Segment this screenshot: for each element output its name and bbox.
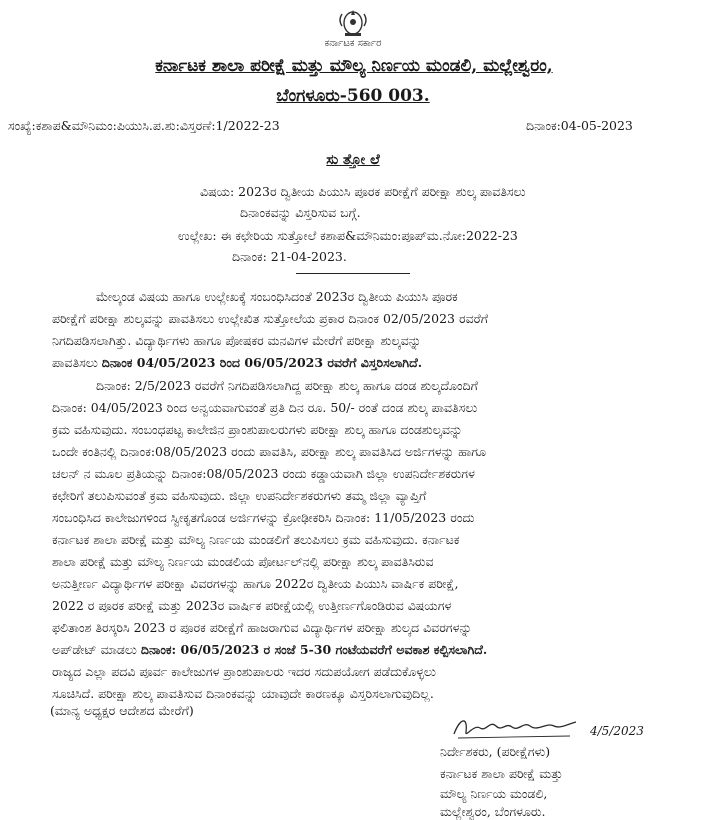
para2-line: ದಿನಾಂಕ: 2/5/2023 ರವರೆಗೆ ನಿಗದಿಪಡಿಸಲಾಗಿದ್ದ ಪರೀಕ್ಷಾ ಶುಲ್ಕ ಹಾಗೂ ದಂಡ ಶುಲ್ಕದೊಂದಿಗೆ	[96, 378, 478, 393]
para2-line	[52, 639, 658, 661]
karnataka-emblem-icon	[336, 6, 370, 38]
divider	[296, 273, 410, 274]
office-line3: ಮಲ್ಲೇಶ್ವರಂ, ಬೆಂಗಳೂರು.	[440, 804, 546, 819]
board-name-line1: ಕರ್ನಾಟಕ ಶಾಲಾ ಪರೀಕ್ಷೆ ಮತ್ತು ಮೌಲ್ಯ ನಿರ್ಣಯ ಮಂಡಲಿ, ಮಲ್ಲೇಶ್ವರಂ,	[155, 56, 553, 76]
para2-line: ಸೂಚಿಸಿದೆ. ಪರೀಕ್ಷಾ ಶುಲ್ಕ ಪಾವತಿಸುವ ದಿನಾಂಕವನ್ನು ಯಾವುದೇ ಕಾರಣಕ್ಕೂ ವಿಸ್ತರಿಸಲಾಗುವುದಿಲ್ಲ.	[52, 686, 434, 701]
designation: ನಿರ್ದೇಶಕರು, (ಪರೀಕ್ಷೆಗಳು)	[440, 744, 551, 759]
para2-line: ಚಲನ್ ನ ಮೂಲ ಪ್ರತಿಯನ್ನು ದಿನಾಂಕ:08/05/2023 ರಂದು ಕಡ್ಡಾಯವಾಗಿ ಜಿಲ್ಲಾ ಉಪನಿರ್ದೇಶಕರುಗಳ	[52, 466, 475, 481]
para2-line: 2022 ರ ಪೂರಕ ಪರೀಕ್ಷೆ ಮತ್ತು 2023ರ ವಾರ್ಷಿಕ ಪರೀಕ್ಷೆಯಲ್ಲಿ ಉತ್ತೀರ್ಣಗೊಂಡಿರುವ ವಿಷಯಗಳ	[52, 598, 452, 613]
extended-dates: ದಿನಾಂಕ 04/05/2023 ರಿಂದ 06/05/2023 ರವರೆಗೆ ವಿಸ್ತರಿಸಲಾಗಿದೆ.	[101, 355, 423, 370]
para2-line: ರಾಜ್ಯದ ಎಲ್ಲಾ ಪದವಿ ಪೂರ್ವ ಕಾಲೇಜುಗಳ ಪ್ರಾಂಶುಪಾಲರು ಇದರ ಸದುಪಯೋಗ ಪಡೆದುಕೊಳ್ಳಲು	[52, 664, 436, 679]
para2-line: ಫಲಿತಾಂಶ ತಿರಸ್ಕರಿಸಿ 2023 ರ ಪೂರಕ ಪರೀಕ್ಷೆಗೆ ಹಾಜರಾಗುವ ವಿದ್ಯಾರ್ಥಿಗಳ ಪರೀಕ್ಷಾ ಶುಲ್ಕದ ವಿವರಗಳನ್ನು	[52, 620, 472, 635]
subject-line1: ವಿಷಯ: 2023ರ ದ್ವಿತೀಯ ಪಿಯುಸಿ ಪೂರಕ ಪರೀಕ್ಷೆಗೆ ಪರೀಕ್ಷಾ ಶುಲ್ಕ ಪಾವತಿಸಲು	[200, 184, 526, 199]
body-paragraph-2	[52, 375, 658, 705]
para2-line: ಸಂಬಂಧಿಸಿದ ಕಾಲೇಜುಗಳಿಂದ ಸ್ವೀಕೃತಗೊಂಡ ಅರ್ಜಿಗಳನ್ನು ಕ್ರೋಢೀಕರಿಸಿ ದಿನಾಂಕ: 11/05/2023 ರಂದು	[52, 510, 475, 525]
reference-line2: ದಿನಾಂಕ: 21-04-2023.	[232, 249, 347, 264]
government-label: ಕರ್ನಾಟಕ ಸರ್ಕಾರ	[324, 38, 382, 49]
para2-line: ಒಂದೇ ಕಂತಿನಲ್ಲಿ ದಿನಾಂಕ:08/05/2023 ರಂದು ಪಾವತಿಸಿ, ಪರೀಕ್ಷಾ ಶುಲ್ಕ ಪಾವತಿಸಿದ ಅರ್ಜಿಗಳನ್ನು ಹಾಗೂ	[52, 444, 486, 459]
para2-line: ದಿನಾಂಕ: 04/05/2023 ರಿಂದ ಅನ್ವಯವಾಗುವಂತೆ ಪ್ರತಿ ದಿನ ರೂ. 50/- ರಂತೆ ದಂಡ ಶುಲ್ಕ ಪಾವತಿಸಲು	[52, 400, 478, 415]
para2-line: ಕ್ರಮ ವಹಿಸುವುದು. ಸಂಬಂಧಪಟ್ಟ ಕಾಲೇಜಿನ ಪ್ರಾಂಶುಪಾಲರುಗಳು ಪರೀಕ್ಷಾ ಶುಲ್ಕ ಹಾಗೂ ದಂಡಶುಲ್ಕವನ್ನು	[52, 422, 463, 437]
para1-line	[52, 352, 658, 374]
signature-date: 4/5/2023	[590, 724, 644, 738]
para1-line: ಪರೀಕ್ಷೆಗೆ ಪರೀಕ್ಷಾ ಶುಲ್ಕವನ್ನು ಪಾವತಿಸಲು ಉಲ್ಲೇಖಿತ ಸುತ್ತೋಲೆಯ ಪ್ರಕಾರ ದಿನಾಂಕ 02/05/2023 ರವರೆಗೆ	[52, 311, 488, 326]
handwritten-signature-icon	[450, 712, 580, 742]
para1-line: ಮೇಲ್ಕಂಡ ವಿಷಯ ಹಾಗೂ ಉಲ್ಲೇಖಕ್ಕೆ ಸಂಬಂಧಿಸಿದಂತೆ 2023ರ ದ್ವಿತೀಯ ಪಿಯುಸಿ ಪೂರಕ	[96, 289, 458, 304]
update-deadline: ದಿನಾಂಕ: 06/05/2023 ರ ಸಂಜೆ 5-30 ಗಂಟೆಯವರೆಗೆ ಅವಕಾಶ ಕಲ್ಪಿಸಲಾಗಿದೆ.	[140, 642, 488, 657]
circular-title: ಸು ತ್ತೋ ಲೆ	[326, 152, 380, 168]
para2-line: ಕರ್ನಾಟಕ ಶಾಲಾ ಪರೀಕ್ಷೆ ಮತ್ತು ಮೌಲ್ಯ ನಿರ್ಣಯ ಮಂಡಲಿಗೆ ತಲುಪಿಸಲು ಕ್ರಮ ವಹಿಸುವುದು. ಕರ್ನಾಟಕ	[52, 532, 460, 547]
para2-text: ಅಪ್‌ಡೇಟ್ ಮಾಡಲು	[52, 642, 141, 657]
by-order-note: (ಮಾನ್ಯ ಅಧ್ಯಕ್ಷರ ಆದೇಶದ ಮೇರೆಗೆ)	[50, 703, 194, 718]
issue-date: ದಿನಾಂಕ:04-05-2023	[526, 118, 633, 133]
body-paragraph-1	[52, 286, 658, 374]
para2-line: ಕಛೇರಿಗೆ ತಲುಪಿಸುವಂತೆ ಕ್ರಮ ವಹಿಸುವುದು. ಜಿಲ್ಲಾ ಉಪನಿರ್ದೇಶಕರುಗಳು ತಮ್ಮ ಜಿಲ್ಲಾ ವ್ಯಾಪ್ತಿಗೆ	[52, 488, 427, 503]
reference-line1: ಉಲ್ಲೇಖ: ಈ ಕಛೇರಿಯ ಸುತ್ತೋಲೆ ಕಶಾಪ&ಮೌನಿಮಂ:ಪೂಪ್‌ಮ.ನೋ:2022-23	[178, 228, 518, 243]
subject-line2: ದಿನಾಂಕವನ್ನು ವಿಸ್ತರಿಸುವ ಬಗ್ಗೆ.	[240, 205, 361, 220]
board-name-line2: ಬೆಂಗಳೂರು-560 003.	[276, 86, 430, 106]
para1-line: ನಿಗದಿಪಡಿಸಲಾಗಿತ್ತು. ವಿದ್ಯಾರ್ಥಿಗಳು ಹಾಗೂ ಪೋಷಕರ ಮನವಿಗಳ ಮೇರೆಗೆ ಪರೀಕ್ಷಾ ಶುಲ್ಕವನ್ನು	[52, 333, 422, 348]
reference-number: ಸಂಖ್ಯೆ:ಕಶಾಪ&ಮೌನಿಮಂ:ಪಿಯುಸಿ.ಪ.ಶು:ವಿಸ್ತರಣೆ:1/2022-23	[8, 118, 280, 133]
office-line1: ಕರ್ನಾಟಕ ಶಾಲಾ ಪರೀಕ್ಷೆ ಮತ್ತು	[440, 766, 563, 781]
para2-line: ಶಾಲಾ ಪರೀಕ್ಷೆ ಮತ್ತು ಮೌಲ್ಯ ನಿರ್ಣಯ ಮಂಡಲಿಯ ಪೋರ್ಟಲ್‌ನಲ್ಲಿ ಪರೀಕ್ಷಾ ಶುಲ್ಕ ಪಾವತಿಸಿರುವ	[52, 554, 434, 569]
office-line2: ಮೌಲ್ಯ ನಿರ್ಣಯ ಮಂಡಲಿ,	[440, 786, 548, 801]
para2-line: ಅನುತ್ತೀರ್ಣ ವಿದ್ಯಾರ್ಥಿಗಳ ಪರೀಕ್ಷಾ ವಿವರಗಳನ್ನು ಹಾಗೂ 2022ರ ದ್ವಿತೀಯ ಪಿಯುಸಿ ವಾರ್ಷಿಕ ಪರೀಕ್ಷೆ,	[52, 576, 459, 591]
para1-text: ಪಾವತಿಸಲು	[52, 355, 102, 370]
